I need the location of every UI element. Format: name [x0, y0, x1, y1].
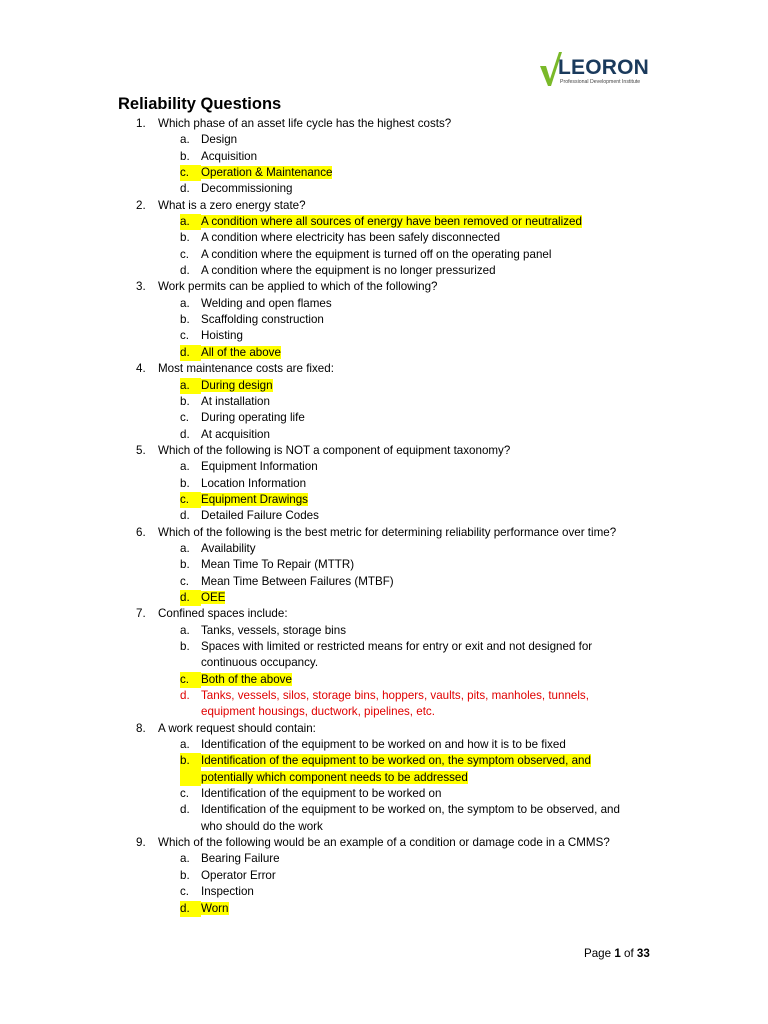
option-letter: b. [180, 640, 190, 653]
option-letter: c. [180, 492, 201, 508]
option-text-wrapper [201, 394, 641, 410]
option-text: Tanks, vessels, storage bins [201, 623, 346, 637]
question-item [0, 116, 768, 132]
option-letter: c. [180, 885, 190, 899]
option-text: Acquisition [201, 149, 258, 163]
question-number: 4. [136, 362, 146, 376]
question-number: 8. [136, 721, 146, 735]
question-number: 3. [136, 280, 146, 294]
answer-option [0, 884, 768, 900]
option-letter: d. [180, 509, 190, 523]
option-text-wrapper [201, 312, 641, 328]
question-text: What is a zero energy state? [158, 198, 306, 212]
answer-option-highlighted [0, 901, 768, 917]
option-text-wrapper [201, 901, 641, 917]
option-text-wrapper [201, 263, 641, 279]
answer-option [0, 851, 768, 867]
answer-option [0, 181, 768, 197]
option-letter: a. [180, 852, 190, 866]
option-letter: a. [180, 460, 190, 474]
option-text: Both of the above [201, 672, 292, 686]
answer-option-highlighted [0, 378, 768, 394]
question-item [0, 721, 768, 737]
option-letter: c. [180, 574, 190, 588]
option-letter: d. [180, 901, 201, 917]
option-text: Equipment Drawings [201, 492, 308, 506]
option-text-wrapper [201, 149, 641, 165]
option-text: Scaffolding construction [201, 313, 324, 327]
option-text: During operating life [201, 411, 305, 425]
page-current: 1 [614, 947, 621, 960]
option-text-wrapper [201, 639, 641, 672]
question-number: 5. [136, 443, 146, 457]
option-letter: b. [180, 558, 190, 572]
option-text-wrapper [201, 459, 641, 475]
option-letter: d. [180, 345, 201, 361]
option-letter: a. [180, 133, 190, 147]
answer-option [0, 639, 768, 672]
option-text-wrapper [201, 623, 641, 639]
option-text: Equipment Information [201, 460, 318, 474]
answer-option [0, 459, 768, 475]
answer-option [0, 394, 768, 410]
answer-option-highlighted [0, 214, 768, 230]
answer-option [0, 508, 768, 524]
answer-option [0, 132, 768, 148]
option-text: Operator Error [201, 868, 276, 882]
option-text-wrapper [201, 508, 641, 524]
page-number [584, 946, 650, 962]
option-text-wrapper [201, 672, 641, 688]
option-text: Identification of the equipment to be worked on, the symptom observed, and potentially which component needs to be addressed [201, 754, 591, 784]
option-text: Identification of the equipment to be worked on [201, 787, 442, 801]
question-item [0, 525, 768, 541]
option-text: A condition where the equipment is turned off on the operating panel [201, 247, 552, 261]
answer-option [0, 427, 768, 443]
answer-option-highlighted [0, 753, 768, 786]
option-letter: c. [180, 787, 190, 801]
answer-option-highlighted [0, 590, 768, 606]
question-text: A work request should contain: [158, 721, 316, 735]
option-text-wrapper [201, 378, 641, 394]
option-letter: a. [180, 623, 190, 637]
option-text: Detailed Failure Codes [201, 509, 319, 523]
answer-option [0, 328, 768, 344]
option-text: During design [201, 378, 273, 392]
option-text-wrapper [201, 230, 641, 246]
option-text: A condition where electricity has been safely disconnected [201, 231, 501, 245]
answer-option [0, 312, 768, 328]
page-of: of [624, 947, 634, 960]
answer-option [0, 230, 768, 246]
question-number: 1. [136, 117, 146, 130]
question-text: Most maintenance costs are fixed: [158, 362, 334, 376]
option-letter: b. [180, 313, 190, 327]
answer-option [0, 786, 768, 802]
answer-option-highlighted [0, 165, 768, 181]
answer-option-highlighted [0, 672, 768, 688]
option-text-wrapper [201, 181, 641, 197]
answer-option [0, 737, 768, 753]
option-text-wrapper [201, 476, 641, 492]
option-letter: d. [180, 427, 190, 441]
answer-option [0, 623, 768, 639]
question-item [0, 198, 768, 214]
option-text-wrapper [201, 574, 641, 590]
option-letter: c. [180, 247, 190, 261]
option-letter: b. [180, 476, 190, 490]
answer-option [0, 541, 768, 557]
page-total: 33 [636, 947, 650, 960]
option-letter: a. [180, 296, 190, 310]
option-text-wrapper [201, 296, 641, 312]
option-letter: c. [180, 165, 201, 181]
option-text-wrapper [201, 851, 641, 867]
option-text: Design [201, 133, 238, 147]
option-text: OEE [201, 590, 226, 604]
answer-option [0, 868, 768, 884]
question-item [0, 835, 768, 851]
option-text: Mean Time Between Failures (MTBF) [201, 574, 394, 588]
option-letter: b. [180, 868, 190, 882]
option-letter: b. [180, 149, 190, 163]
answer-option [0, 557, 768, 573]
option-letter: d. [180, 689, 190, 703]
question-item [0, 443, 768, 459]
option-text-wrapper [201, 753, 641, 786]
option-text-wrapper [201, 802, 641, 835]
option-letter: b. [180, 394, 190, 408]
option-letter: a. [180, 214, 201, 230]
question-number: 2. [136, 198, 146, 212]
option-text-wrapper [201, 688, 641, 721]
page-label: Page [584, 947, 612, 960]
question-item [0, 606, 768, 622]
option-letter: d. [180, 264, 190, 278]
answer-option [0, 574, 768, 590]
question-text: Which phase of an asset life cycle has the highest costs? [158, 117, 452, 130]
answer-option [0, 263, 768, 279]
option-text: Identification of the equipment to be worked on and how it is to be fixed [201, 738, 566, 752]
option-letter: c. [180, 672, 201, 688]
option-text-wrapper [201, 868, 641, 884]
question-item [0, 361, 768, 377]
leoron-logo [540, 52, 648, 86]
option-text: At installation [201, 394, 270, 408]
question-text: Which of the following would be an example of a condition or damage code in a CMMS? [158, 836, 610, 850]
answer-option [0, 410, 768, 426]
answer-option-highlighted [0, 345, 768, 361]
option-text-wrapper [201, 410, 641, 426]
option-text-wrapper [201, 884, 641, 900]
question-text: Which of the following is NOT a component of equipment taxonomy? [158, 443, 511, 457]
option-text: Bearing Failure [201, 852, 280, 866]
option-letter: b. [180, 753, 201, 786]
question-number: 6. [136, 525, 146, 539]
option-text: Availability [201, 541, 256, 555]
option-text: Mean Time To Repair (MTTR) [201, 558, 355, 572]
option-text: Hoisting [201, 329, 243, 343]
option-text-wrapper [201, 557, 641, 573]
answer-option [0, 296, 768, 312]
answer-option [0, 247, 768, 263]
option-letter: c. [180, 329, 190, 343]
option-text-wrapper [201, 247, 641, 263]
answer-option-highlighted [0, 492, 768, 508]
option-text-wrapper [201, 492, 641, 508]
option-text: All of the above [201, 345, 281, 359]
option-text-wrapper [201, 427, 641, 443]
question-item [0, 279, 768, 295]
option-text: A condition where the equipment is no longer pressurized [201, 264, 496, 278]
option-text: Tanks, vessels, silos, storage bins, hoppers, vaults, pits, manholes, tunnels, equipment housings, ductwork, pipelines, etc. [201, 689, 589, 719]
option-text: Location Information [201, 476, 307, 490]
option-letter: a. [180, 738, 190, 752]
option-text: Spaces with limited or restricted means for entry or exit and not designed for continuous occupancy. [201, 640, 593, 670]
option-text: Inspection [201, 885, 254, 899]
question-list [0, 116, 768, 917]
answer-option [0, 149, 768, 165]
answer-option [0, 476, 768, 492]
option-text: A condition where all sources of energy have been removed or neutralized [201, 215, 582, 229]
option-letter: b. [180, 231, 190, 245]
question-number: 9. [136, 836, 146, 850]
option-text: At acquisition [201, 427, 270, 441]
option-text: Identification of the equipment to be worked on, the symptom to be observed, and who should do the work [201, 803, 620, 833]
option-text-wrapper [201, 132, 641, 148]
option-text-wrapper [201, 590, 641, 606]
question-number: 7. [136, 607, 146, 621]
answer-option [0, 802, 768, 835]
option-text-wrapper [201, 328, 641, 344]
option-letter: a. [180, 378, 201, 394]
option-letter: d. [180, 590, 201, 606]
logo-tagline: Professional Development Institute [560, 79, 641, 85]
option-text-wrapper [201, 345, 641, 361]
option-letter: d. [180, 803, 190, 817]
question-text: Confined spaces include: [158, 607, 288, 621]
option-text: Decommissioning [201, 182, 293, 196]
question-text: Work permits can be applied to which of the following? [158, 280, 438, 294]
option-text-wrapper [201, 165, 641, 181]
option-letter: d. [180, 182, 190, 196]
option-letter: c. [180, 411, 190, 425]
option-text-wrapper [201, 737, 641, 753]
logo-wordmark: LEORON [558, 56, 650, 79]
answer-option [0, 688, 768, 721]
option-text-wrapper [201, 214, 641, 230]
option-text: Operation & Maintenance [201, 166, 333, 180]
option-letter: a. [180, 541, 190, 555]
document-title: Reliability Questions [118, 95, 282, 113]
option-text-wrapper [201, 786, 641, 802]
option-text: Welding and open flames [201, 296, 332, 310]
question-text: Which of the following is the best metric for determining reliability performance over time? [158, 525, 617, 539]
option-text: Worn [201, 901, 229, 915]
option-text-wrapper [201, 541, 641, 557]
